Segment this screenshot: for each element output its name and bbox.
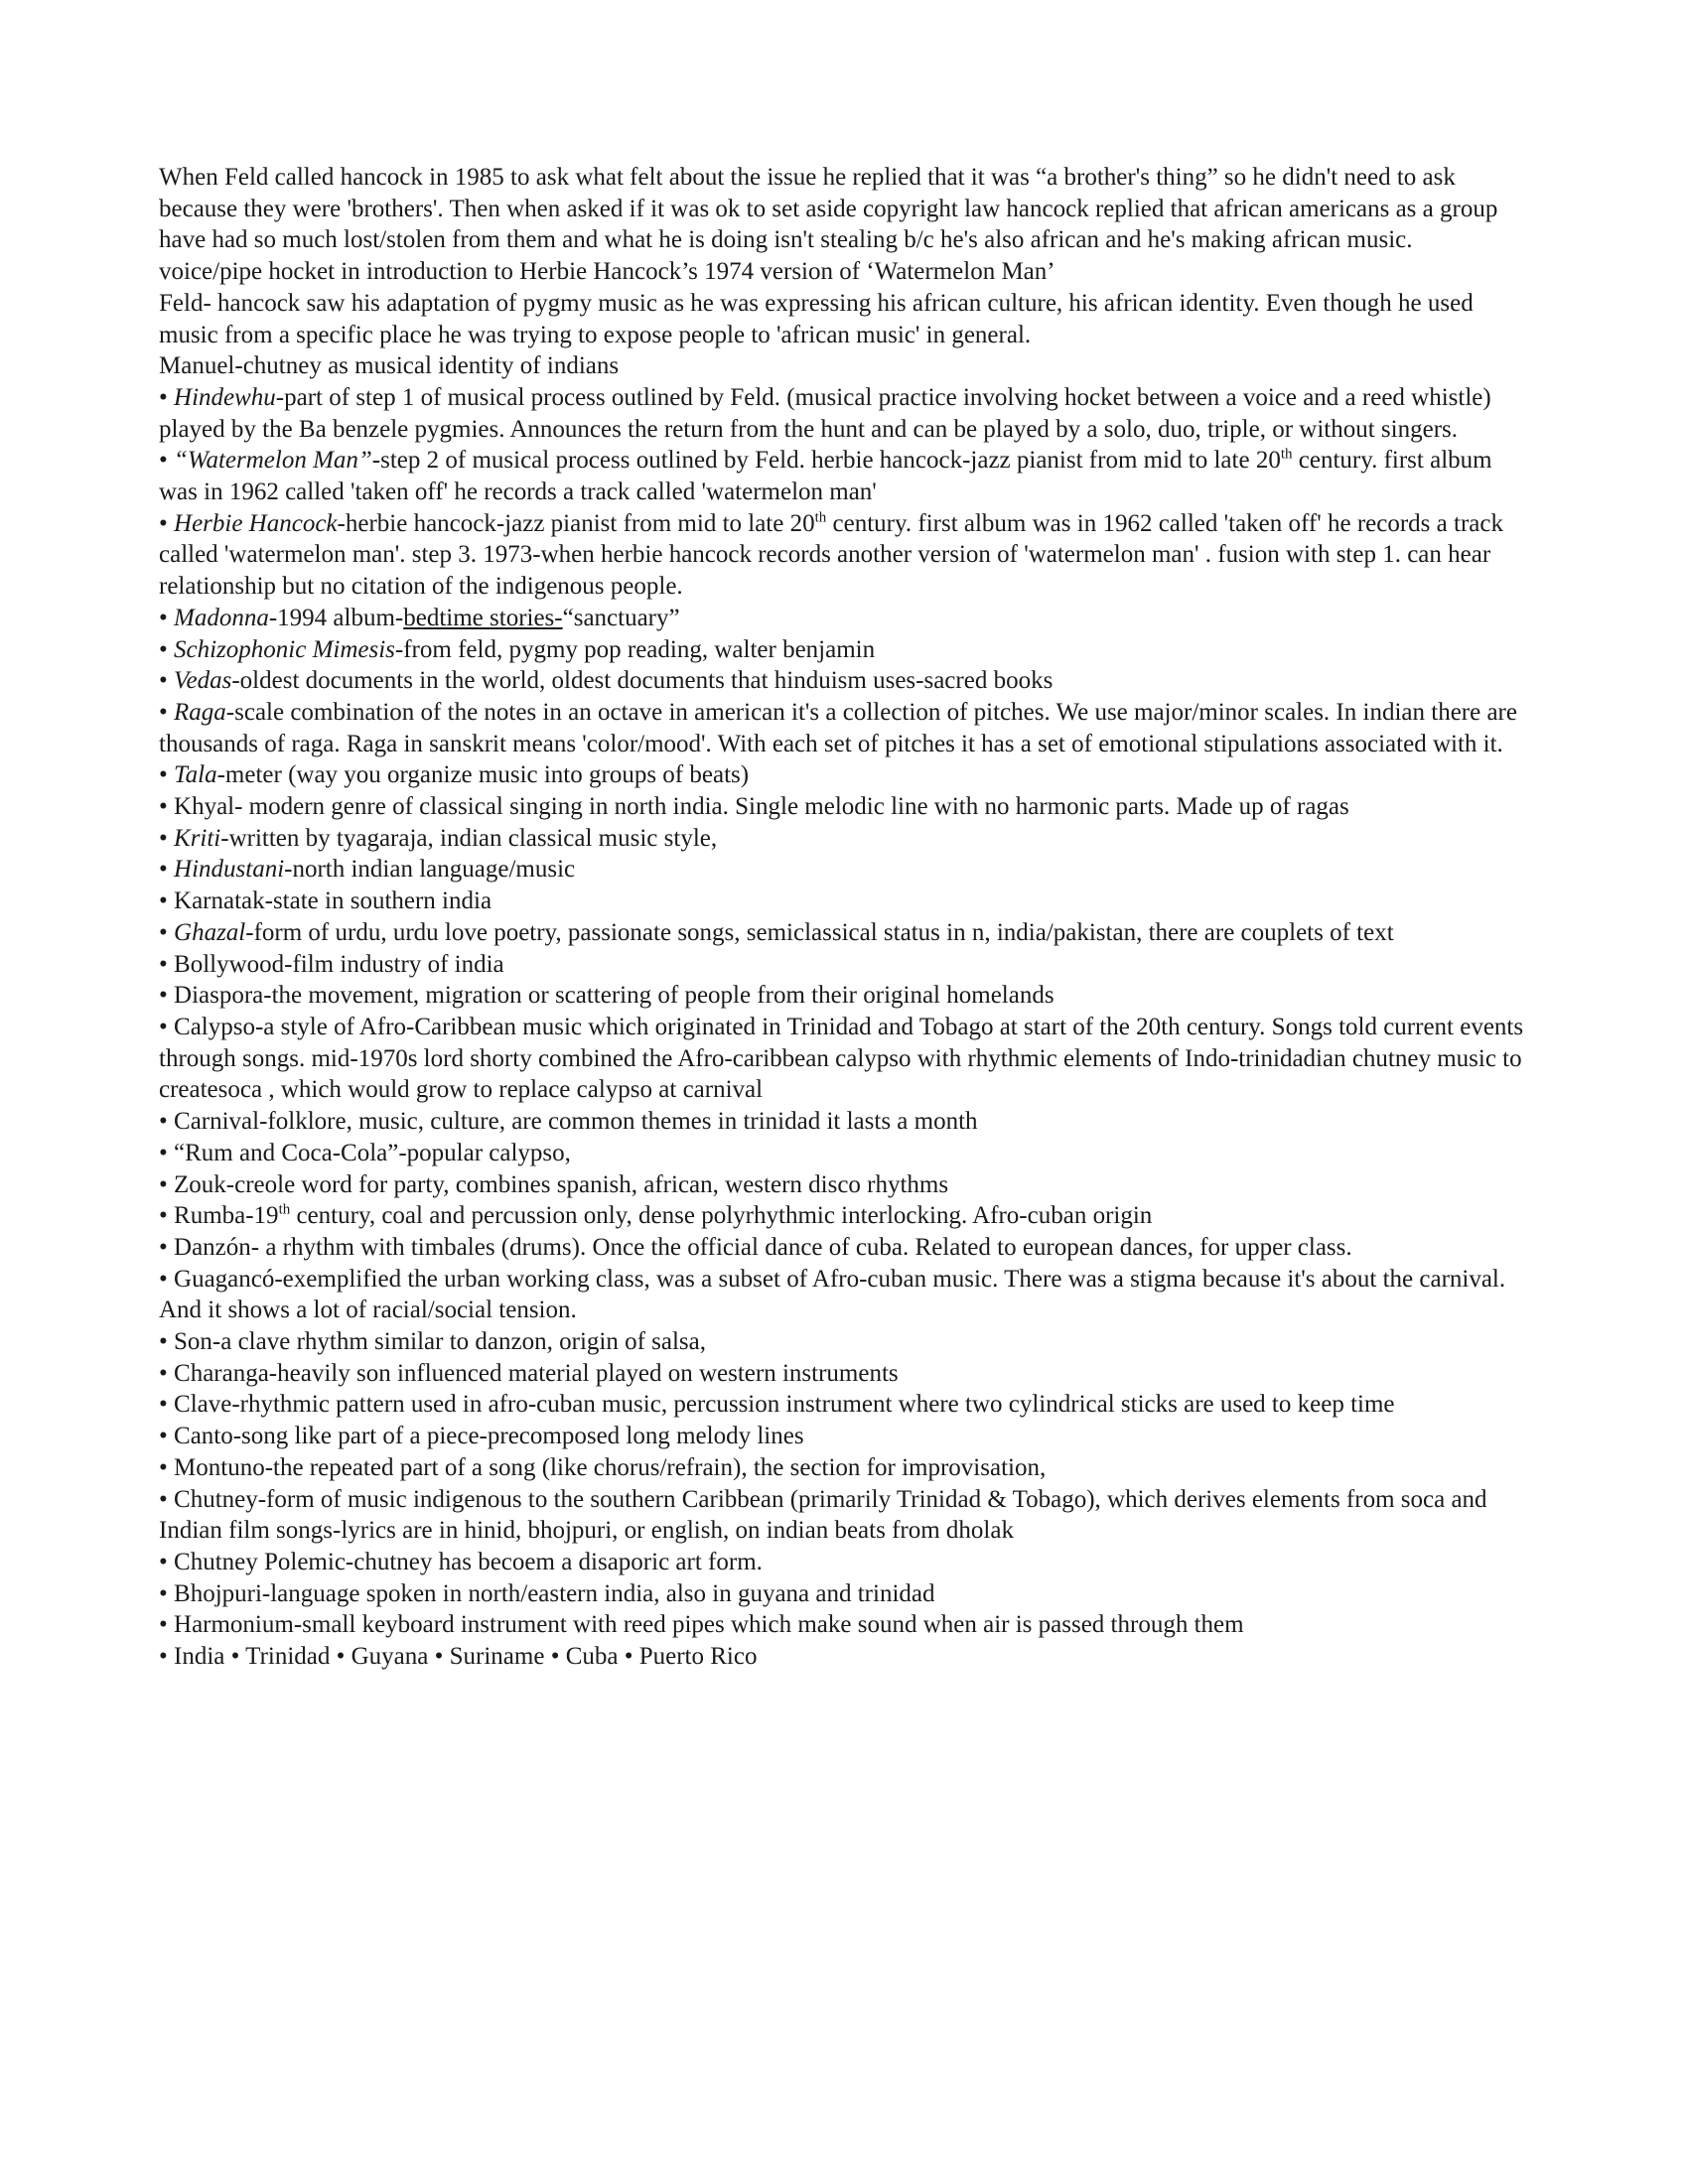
list-item [159, 1578, 1529, 1610]
bullet: • [159, 1233, 168, 1261]
list-item [159, 917, 1529, 949]
list-item [159, 382, 1529, 445]
list-item [159, 1452, 1529, 1484]
bullet: • [159, 383, 168, 411]
list-item [159, 854, 1529, 886]
term: Herbie Hancock [174, 509, 338, 537]
definition: Rumba-19 [174, 1202, 279, 1230]
list-item [159, 1012, 1529, 1106]
definition: -1994 album- [268, 604, 404, 631]
definition: Bhojpuri-language spoken in north/eastern india, also in guyana and trinidad [174, 1579, 935, 1607]
definition: Diaspora-the movement, migration or scattering of people from their original homelands [174, 982, 1055, 1010]
bullet: • [159, 1453, 168, 1481]
definition-continued: century. first album was in 1962 called 'taken off' he records a track called 'watermelon man' [159, 447, 1492, 506]
definition: “Rum and Coca-Cola”-popular calypso, [174, 1139, 571, 1166]
definition-continued: century, coal and percussion only, dense polyrhythmic interlocking. Afro-cuban origin [290, 1202, 1153, 1230]
bullet: • [159, 1548, 168, 1575]
term: Kriti [174, 824, 221, 852]
definition: Chutney Polemic-chutney has becoem a disaporic art form. [174, 1548, 763, 1575]
list-item [159, 603, 1529, 634]
bullet: • [159, 635, 168, 663]
bullet: • [159, 1202, 168, 1230]
bullet: • [159, 667, 168, 695]
list-item [159, 759, 1529, 791]
list-item [159, 1484, 1529, 1547]
superscript: th [278, 1201, 291, 1218]
paragraph-voice-pipe-hocket: voice/pipe hocket in introduction to Herbie Hancock’s 1974 version of ‘Watermelon Man’ [159, 258, 1055, 286]
bullet: • [159, 698, 168, 726]
definition: -north indian language/music [284, 856, 576, 884]
bullet: • [159, 1359, 168, 1387]
term: Vedas [174, 667, 232, 695]
underlined-album-title: bedtime stories- [403, 604, 563, 631]
definition: Bollywood-film industry of india [174, 950, 504, 978]
definition-continued: century. first album was in 1962 called 'taken off' he records a track called 'watermelon man'. step 3. 1973-when herbie hancock records another version of 'watermelon man' . fusion with step 1. can hear relationship but no citation of the indigenous people. [159, 509, 1503, 601]
paragraph-manuel-chutney: Manuel-chutney as musical identity of indians [159, 352, 620, 380]
term: Schizophonic Mimesis [174, 635, 395, 663]
bullet: • [159, 1579, 168, 1607]
definition: Canto-song like part of a piece-precomposed long melody lines [174, 1423, 804, 1450]
list-item [159, 886, 1529, 917]
list-item [159, 1421, 1529, 1452]
definition: Karnatak-state in southern india [174, 887, 492, 915]
list-item [159, 949, 1529, 981]
list-item [159, 1326, 1529, 1358]
list-item [159, 1264, 1529, 1326]
bullet: • [159, 982, 168, 1010]
paragraph-feld-hancock: When Feld called hancock in 1985 to ask what felt about the issue he replied that it was “a brother's thing” so he didn't need to ask because they were 'brothers'. Then when asked if it was ok to set aside copyright law hancock replied that african americans as a group have had so much lost/stolen from them and what he is doing isn't stealing b/c he's also african and he's making african music. [159, 164, 1498, 254]
term: Tala [174, 761, 217, 789]
list-item [159, 634, 1529, 666]
definition: Danzón- a rhythm with timbales (drums). Once the official dance of cuba. Related to european dances, for upper class. [174, 1233, 1352, 1261]
list-item [159, 1138, 1529, 1169]
term: “Watermelon Man” [174, 447, 372, 475]
bullet: • [159, 509, 168, 537]
definition: -scale combination of the notes in an octave in american it's a collection of pitches. We use major/minor scales. In indian there are thousands of raga. Raga in sanskrit means 'color/mood'. With each set of pitches it has a set of emotional stipulations associated with it. [159, 698, 1517, 757]
bullet: • [159, 447, 168, 475]
term: Hindustani [174, 856, 285, 884]
definition: Son-a clave rhythm similar to danzon, origin of salsa, [174, 1328, 707, 1356]
bullet: • [159, 1423, 168, 1450]
definition: -form of urdu, urdu love poetry, passionate songs, semiclassical status in n, india/pakistan, there are couplets of text [245, 918, 1394, 946]
list-item [159, 1358, 1529, 1390]
list-item [159, 665, 1529, 697]
definition: Montuno-the repeated part of a song (like chorus/refrain), the section for improvisation, [174, 1453, 1047, 1481]
superscript: th [1280, 447, 1293, 463]
list-item [159, 508, 1529, 603]
definition: -written by tyagaraja, indian classical music style, [220, 824, 718, 852]
bullet: • [159, 1013, 168, 1040]
list-item [159, 1232, 1529, 1264]
list-item [159, 1169, 1529, 1201]
bullet: • [159, 918, 168, 946]
definition: -meter (way you organize music into groups of beats) [216, 761, 750, 789]
definition: Harmonium-small keyboard instrument with reed pipes which make sound when air is passed through them [174, 1611, 1244, 1639]
list-item [159, 1609, 1529, 1641]
list-item [159, 1547, 1529, 1578]
definition: -oldest documents in the world, oldest documents that hinduism uses-sacred books [231, 667, 1054, 695]
definition: Khyal- modern genre of classical singing in north india. Single melodic line with no harmonic parts. Made up of ragas [174, 793, 1349, 821]
bullet: • [159, 1108, 168, 1136]
definition: Chutney-form of music indigenous to the southern Caribbean (primarily Trinidad & Tobago), which derives elements from soca and Indian film songs-lyrics are in hinid, bhojpuri, or english, on indian beats from dholak [159, 1485, 1487, 1545]
definition: -step 2 of musical process outlined by Feld. herbie hancock-jazz pianist from mid to late 20 [371, 447, 1281, 475]
definition: -herbie hancock-jazz pianist from mid to late 20 [337, 509, 815, 537]
definition: -part of step 1 of musical process outlined by Feld. (musical practice involving hocket between a voice and a reed whistle) played by the Ba benzele pygmies. Announces the return from the hunt and can be played by a solo, duo, triple, or without singers. [159, 383, 1491, 443]
paragraph-feld-adaptation: Feld- hancock saw his adaptation of pygmy music as he was expressing his african culture, his african identity. Even though he used music from a specific place he was trying to expose people to 'african music' in general. [159, 289, 1474, 348]
term: Madonna [174, 604, 269, 631]
bullet: • [159, 824, 168, 852]
notes-body [159, 162, 1529, 1673]
bullet: • [159, 1611, 168, 1639]
bullet: • [159, 604, 168, 631]
bullet: • [159, 1391, 168, 1419]
list-item [159, 1389, 1529, 1421]
bullet: • [159, 1170, 168, 1198]
list-item [159, 1200, 1529, 1232]
bullet: • [159, 887, 168, 915]
term: Raga [174, 698, 226, 726]
list-item [159, 980, 1529, 1012]
definition: Zouk-creole word for party, combines spanish, african, western disco rhythms [174, 1170, 949, 1198]
term: Hindewhu [174, 383, 276, 411]
term: Ghazal [174, 918, 246, 946]
definition-continued: “sanctuary” [562, 604, 680, 631]
definition: Charanga-heavily son influenced material played on western instruments [174, 1359, 899, 1387]
definition: Carnival-folklore, music, culture, are common themes in trinidad it lasts a month [174, 1108, 978, 1136]
bullet: • [159, 793, 168, 821]
list-item [159, 823, 1529, 855]
list-item [159, 1106, 1529, 1138]
bullet: • [159, 1265, 168, 1293]
list-item [159, 697, 1529, 759]
definition: Calypso-a style of Afro-Caribbean music which originated in Trinidad and Tobago at start of the 20th century. Songs told current events through songs. mid-1970s lord shorty combined the Afro-caribbean calypso with rhythmic elements of Indo-trinidadian chutney music to createsoca , which would grow to replace calypso at carnival [159, 1013, 1524, 1104]
definition: Guagancó-exemplified the urban working class, was a subset of Afro-cuban music. There was a stigma because it's about the carnival. And it shows a lot of racial/social tension. [159, 1265, 1506, 1324]
list-item [159, 445, 1529, 507]
bullet: • [159, 856, 168, 884]
bullet: • [159, 1328, 168, 1356]
bullet: • [159, 950, 168, 978]
places-list: • India • Trinidad • Guyana • Suriname • Cuba • Puerto Rico [159, 1643, 758, 1671]
bullet: • [159, 761, 168, 789]
definition: Clave-rhythmic pattern used in afro-cuban music, percussion instrument where two cylindrical sticks are used to keep time [174, 1391, 1395, 1419]
definition: -from feld, pygmy pop reading, walter benjamin [394, 635, 876, 663]
bullet: • [159, 1485, 168, 1513]
superscript: th [814, 509, 827, 526]
list-item [159, 791, 1529, 823]
bullet: • [159, 1139, 168, 1166]
